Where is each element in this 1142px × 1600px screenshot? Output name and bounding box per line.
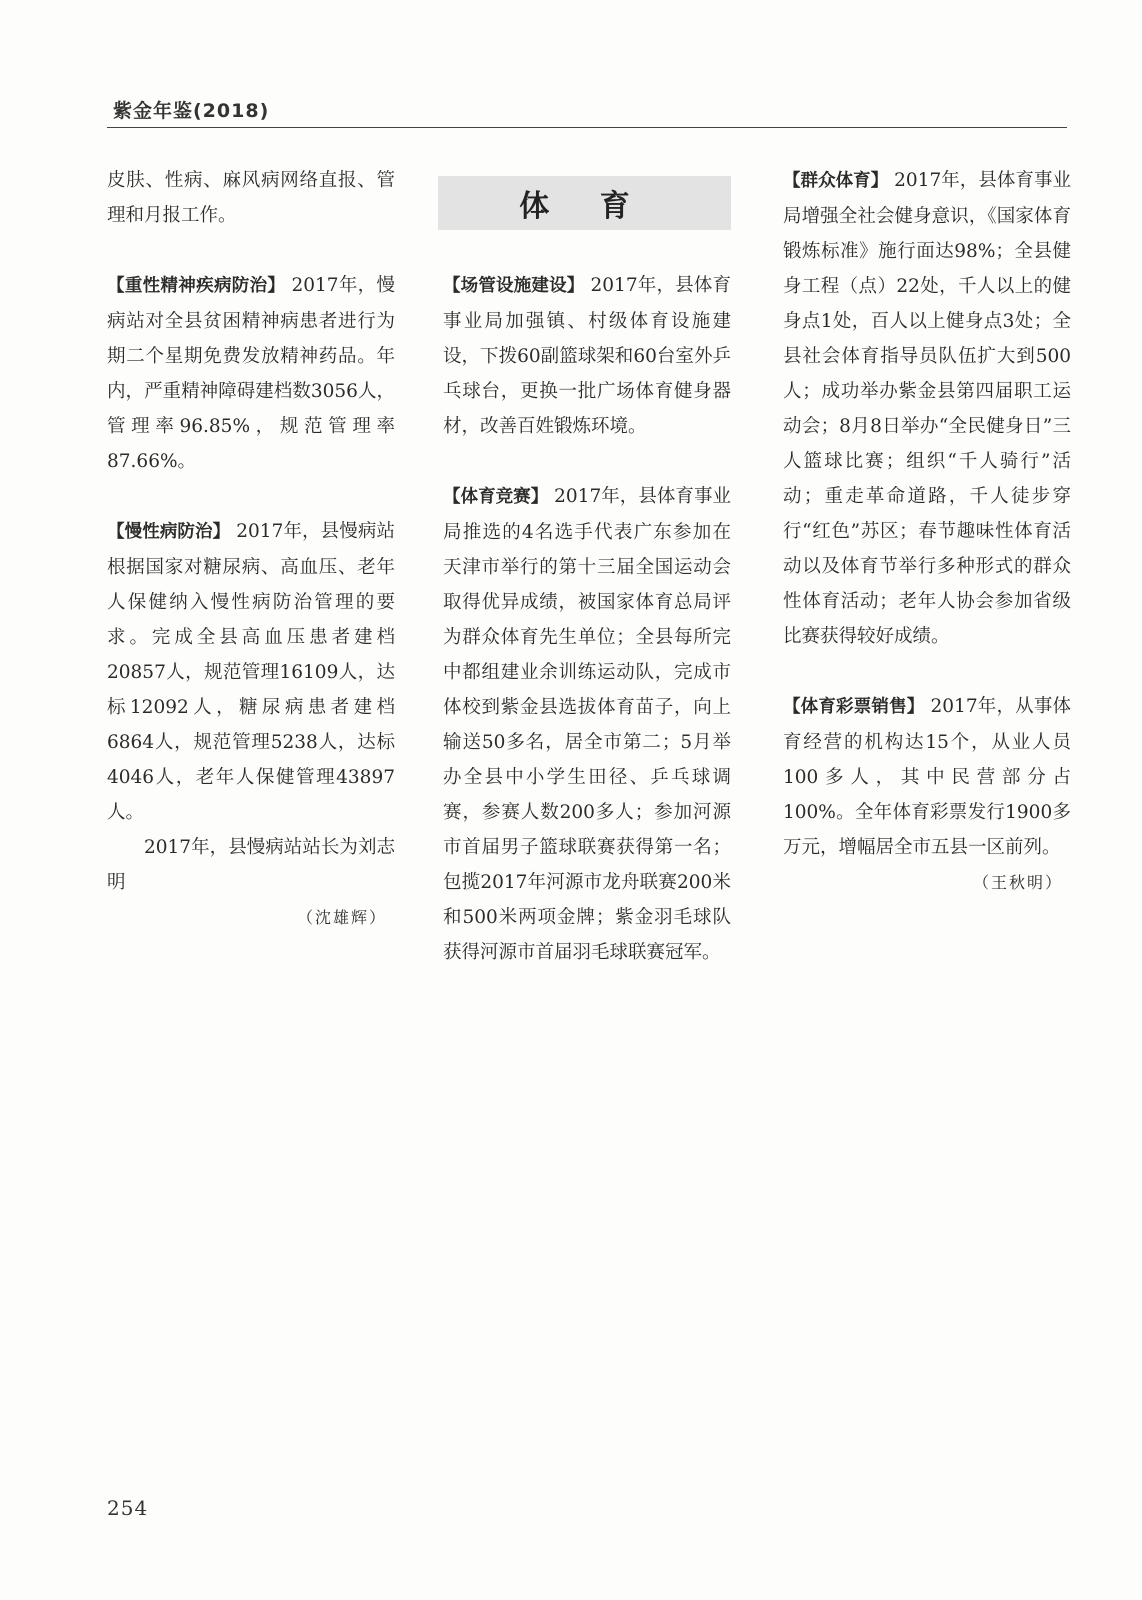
heading-lottery: 【体育彩票销售】	[783, 697, 925, 717]
author-credit: （王秋明）	[972, 873, 1063, 892]
running-head: 紫金年鉴(2018)	[113, 100, 270, 122]
body-competition: 2017年，县体育事业局推选的4名选手代表广东参加在天津市举行的第十三届全国运动会取得优异成绩，被国家体育总局评为群众体育先生单位；全县每所完中都组建业余训练运动队，完成市体校到紫金县选拔体育苗子，向上输送50多名，居全市第二；5月举办全县中小学生田径、乒乓球调赛，参赛人数200多人；参加河源市首届男子篮球联赛获得第一名；包揽2017年河源市龙舟联赛200米和500米两项金牌；紫金羽毛球队获得河源市首届羽毛球联赛冠军。	[443, 486, 732, 963]
paragraph-mass-sports	[783, 163, 1071, 654]
heading-competition: 【体育竞赛】	[443, 487, 549, 507]
body-chronic-disease: 2017年，县慢病站根据国家对糖尿病、高血压、老年人保健纳入慢性病防治管理的要求。完成全县高血压患者建档20857人，规范管理16109人，达标12092人，糖尿病患者建档6864人，规范管理5238人，达标4046人，老年人保健管理43897人。	[107, 521, 395, 823]
paragraph-facilities	[443, 268, 731, 444]
paragraph-chronic-disease	[107, 514, 395, 830]
paragraph-lottery	[783, 689, 1071, 865]
body-mental-illness: 2017年，慢病站对全县贫困精神病患者进行为期二个星期免费发放精神药品。年内，严重精神障碍建档数3056人，管理率96.85%，规范管理率87.66%。	[107, 275, 396, 472]
paragraph-continuation: 皮肤、性病、麻风病网络直报、管理和月报工作。	[107, 170, 395, 226]
heading-mass-sports: 【群众体育】	[783, 171, 889, 191]
column-2	[443, 268, 731, 1005]
author-credit: （沈雄辉）	[296, 908, 387, 927]
paragraph-mental-illness	[107, 268, 395, 479]
heading-mental-illness: 【重性精神疾病防治】	[107, 276, 286, 296]
column-1	[107, 163, 395, 935]
header-rule	[107, 127, 1067, 128]
column-3	[783, 163, 1071, 900]
body-facilities: 2017年，县体育事业局加强镇、村级体育设施建设，下拨60副篮球架和60台室外乒乓球台，更换一批广场体育健身器材，改善百姓锻炼环境。	[443, 275, 732, 437]
paragraph-competition	[443, 479, 731, 970]
body-mass-sports: 2017年，县体育事业局增强全社会健身意识，《国家体育锻炼标准》施行面达98%；全县健身工程（点）22处，千人以上的健身点1处，百人以上健身点3处；全县社会体育指导员队伍扩大到500人；成功举办紫金县第四届职工运动会；8月8日举办“全民健身日”三人篮球比赛；组织“千人骑行”活动；重走革命道路，千人徒步穿行“红色”苏区；春节趣味性体育活动以及体育节举行多种形式的群众性体育活动；老年人协会参加省级比赛获得较好成绩。	[783, 170, 1072, 647]
heading-chronic-disease: 【慢性病防治】	[107, 522, 231, 542]
heading-facilities: 【场管设施建设】	[443, 276, 585, 296]
paragraph-director: 2017年，县慢病站站长为刘志明	[107, 837, 395, 893]
body-lottery: 2017年，从事体育经营的机构达15个，从业人员100多人，其中民营部分占100%。全年体育彩票发行1900多万元，增幅居全市五县一区前列。	[783, 696, 1072, 858]
page-number: 254	[107, 1496, 149, 1520]
section-title: 体 育	[438, 176, 731, 230]
